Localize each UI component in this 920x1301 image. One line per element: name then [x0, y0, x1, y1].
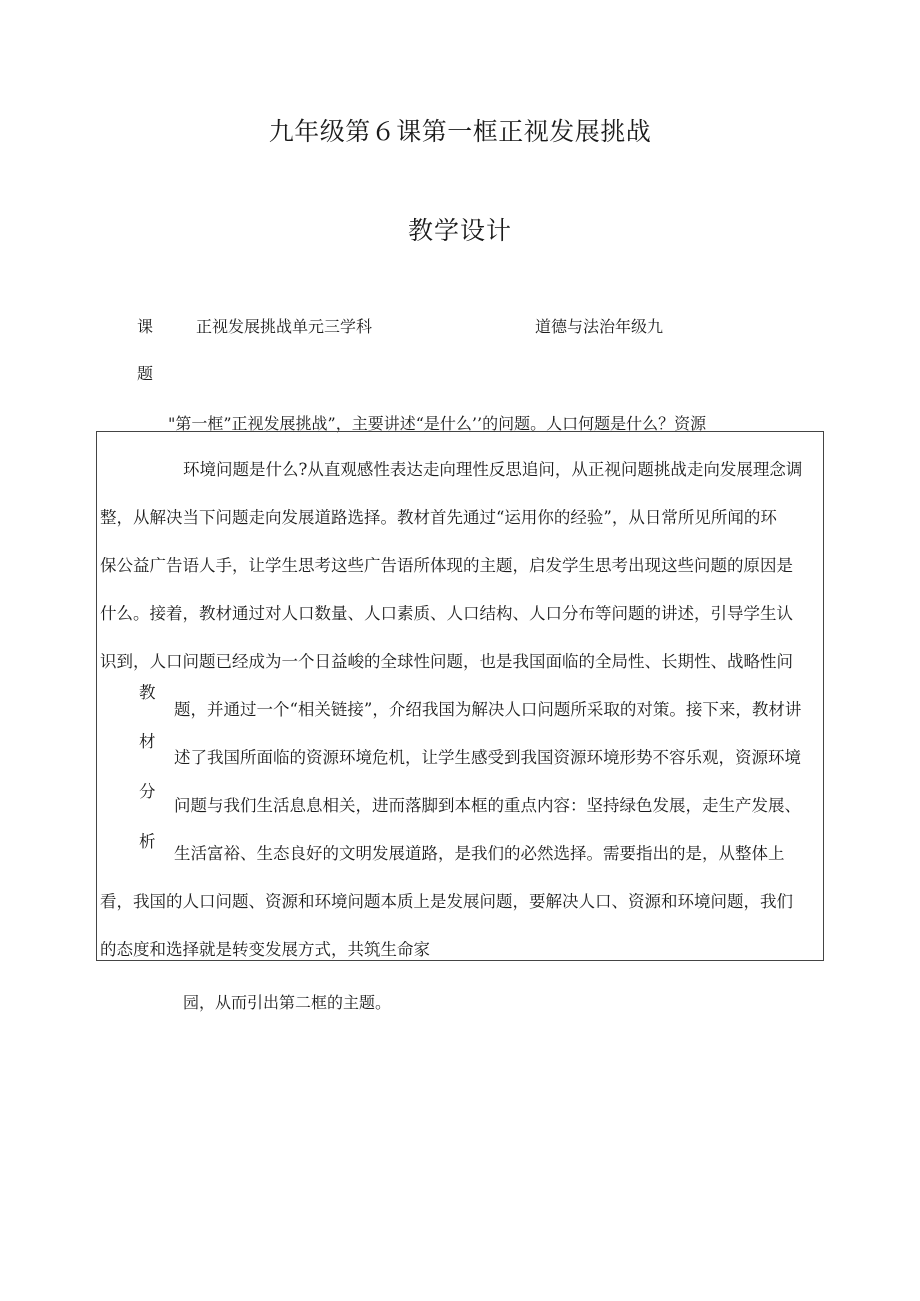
analysis-line: 保公益广告语人手，让学生思考这些广告语所体现的主题，启发学生思考出现这些问题的原因是: [100, 556, 793, 575]
page-subtitle: 教学设计: [407, 216, 512, 245]
analysis-line: 识到，人口问题已经成为一个日益峻的全球性问题，也是我国面临的全局性、长期性、战略性问: [100, 652, 793, 671]
side-label-cai: 材: [139, 732, 156, 751]
analysis-line: 环境问题是什么?从直观感性表达走向理性反思追问，从正视问题挑战走向发展理念调: [183, 460, 803, 479]
side-label-jiao: 教: [139, 683, 156, 702]
analysis-intro: "第一框”正视发展挑战”，主要讲述“是什么’’的问题。人口何题是什么？资源: [168, 414, 707, 433]
analysis-line: 看，我国的人口问题、资源和环境问题本质上是发展问题，要解决人口、资源和环境问题，我们: [100, 892, 793, 911]
side-label-xi: 析: [139, 832, 156, 851]
analysis-line: 的态度和选择就是转变发展方式，共筑生命家: [100, 940, 430, 959]
page-title: 九年级第６课第一框正视发展挑战: [268, 117, 652, 146]
analysis-line: 什么。接着，教材通过对人口数量、人口素质、人口结构、人口分布等问题的讲述，引导学生认: [100, 604, 793, 623]
subject-value: 道德与法治年级九: [535, 317, 664, 336]
analysis-line: 整，从解决当下问题走向发展道路选择。教材首先通过“运用你的经验”，从日常所见所闻的环: [100, 508, 777, 527]
analysis-box: [96, 431, 824, 961]
analysis-line: 题，并通过一个“相关链接”，介绍我国为解决人口问题所采取的对策。接下来，教材讲: [174, 700, 802, 719]
label-ti: 题: [137, 364, 154, 383]
analysis-line: 述了我国所面临的资源环境危机，让学生感受到我国资源环境形势不容乐观，资源环境: [174, 748, 801, 767]
label-ke: 课: [137, 317, 154, 336]
side-label-fen: 分: [139, 782, 156, 801]
course-value: 正视发展挑战单元三学科: [196, 317, 373, 336]
analysis-line: 生活富裕、生态良好的文明发展道路，是我们的必然选择。需要指出的是，从整体上: [174, 844, 785, 863]
analysis-outro: 园，从而引出第二框的主题。: [183, 993, 392, 1012]
analysis-line: 问题与我们生活息息相关，进而落脚到本框的重点内容：坚持绿色发展，走生产发展、: [174, 796, 801, 815]
